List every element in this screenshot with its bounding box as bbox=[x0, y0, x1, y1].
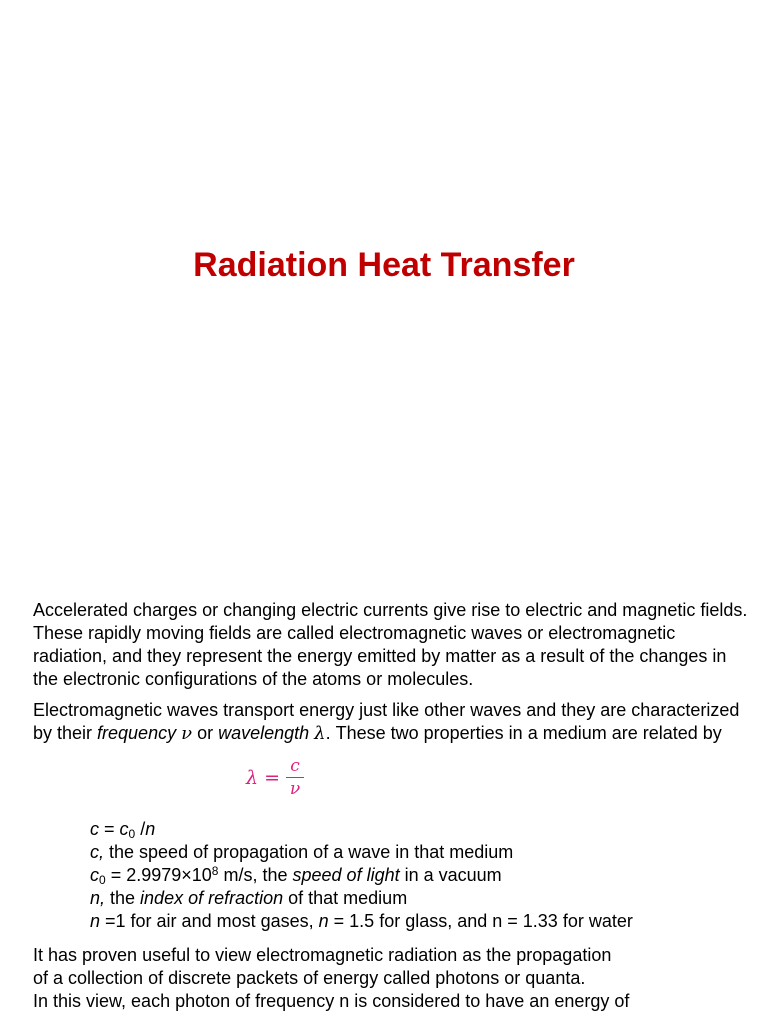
subscript-0: 0 bbox=[99, 873, 106, 887]
waves-paragraph bbox=[33, 699, 753, 745]
definition-line-2 bbox=[90, 841, 750, 864]
lambda-symbol: λ bbox=[314, 723, 326, 744]
page-title: Radiation Heat Transfer bbox=[193, 246, 575, 284]
var-c: c, bbox=[90, 842, 105, 862]
definition-text: the speed of propagation of a wave in that medium bbox=[104, 842, 514, 862]
equation-numerator: c bbox=[290, 756, 300, 776]
equals: = bbox=[99, 819, 120, 839]
waves-text bbox=[33, 699, 753, 745]
value: = 2.9979×10 bbox=[105, 865, 212, 885]
definition-text: the bbox=[105, 888, 141, 908]
var-c: c bbox=[90, 819, 99, 839]
var-n: n bbox=[318, 911, 329, 931]
var-n: n, bbox=[90, 888, 106, 908]
definition-text: =1 for air and most gases, bbox=[100, 911, 319, 931]
var-n: n bbox=[90, 911, 101, 931]
intro-paragraph bbox=[33, 599, 753, 691]
photon-line-3: In this view, each photon of frequency n is considered to have an energy of bbox=[33, 991, 630, 1011]
term-index-of-refraction: index of refraction bbox=[140, 888, 284, 908]
definition-text-end: in a vacuum bbox=[399, 865, 502, 885]
var-c0: c bbox=[90, 865, 99, 885]
var-n: n bbox=[145, 819, 156, 839]
fraction-bar bbox=[286, 777, 304, 778]
definition-text-end: = 1.5 for glass, and n = 1.33 for water bbox=[328, 911, 633, 931]
term-speed-of-light: speed of light bbox=[292, 865, 400, 885]
definition-line-3 bbox=[90, 864, 750, 887]
term-frequency: frequency bbox=[97, 723, 177, 743]
var-c0: c bbox=[119, 819, 129, 839]
photon-line-1: It has proven useful to view electromagnetic radiation as the propagation bbox=[33, 945, 612, 965]
nu-symbol: ν bbox=[181, 723, 193, 744]
definition-line-1 bbox=[90, 818, 750, 841]
exponent: 8 bbox=[211, 864, 219, 878]
intro-text: Accelerated charges or changing electric currents give rise to electric and magnetic fields. These rapidly moving fields are called electromagnetic waves or electromagnetic radiation, and they represent the energy emitted by matter as a result of the changes in the electronic configurations of the atoms or molecules. bbox=[33, 600, 748, 689]
waves-text-or: or bbox=[192, 723, 219, 743]
subscript-0: 0 bbox=[128, 827, 136, 841]
photon-line-2: of a collection of discrete packets of energy called photons or quanta. bbox=[33, 968, 586, 988]
wavelength-equation bbox=[246, 757, 304, 798]
definitions-list bbox=[90, 818, 750, 933]
equation-fraction bbox=[286, 757, 304, 798]
equation-denominator: ν bbox=[289, 779, 301, 799]
equation-lhs: λ = bbox=[246, 766, 281, 789]
term-wavelength: wavelength bbox=[218, 723, 310, 743]
photon-paragraph bbox=[33, 944, 753, 1013]
definition-text: m/s, the bbox=[218, 865, 293, 885]
slash: / bbox=[135, 819, 146, 839]
waves-text-start: Electromagnetic waves transport energy just like other waves and they are characterized by their bbox=[33, 700, 740, 743]
waves-text-end: . These two properties in a medium are related by bbox=[325, 723, 722, 743]
definition-line-5 bbox=[90, 910, 750, 933]
definition-text-end: of that medium bbox=[283, 888, 408, 908]
definition-line-4 bbox=[90, 887, 750, 910]
